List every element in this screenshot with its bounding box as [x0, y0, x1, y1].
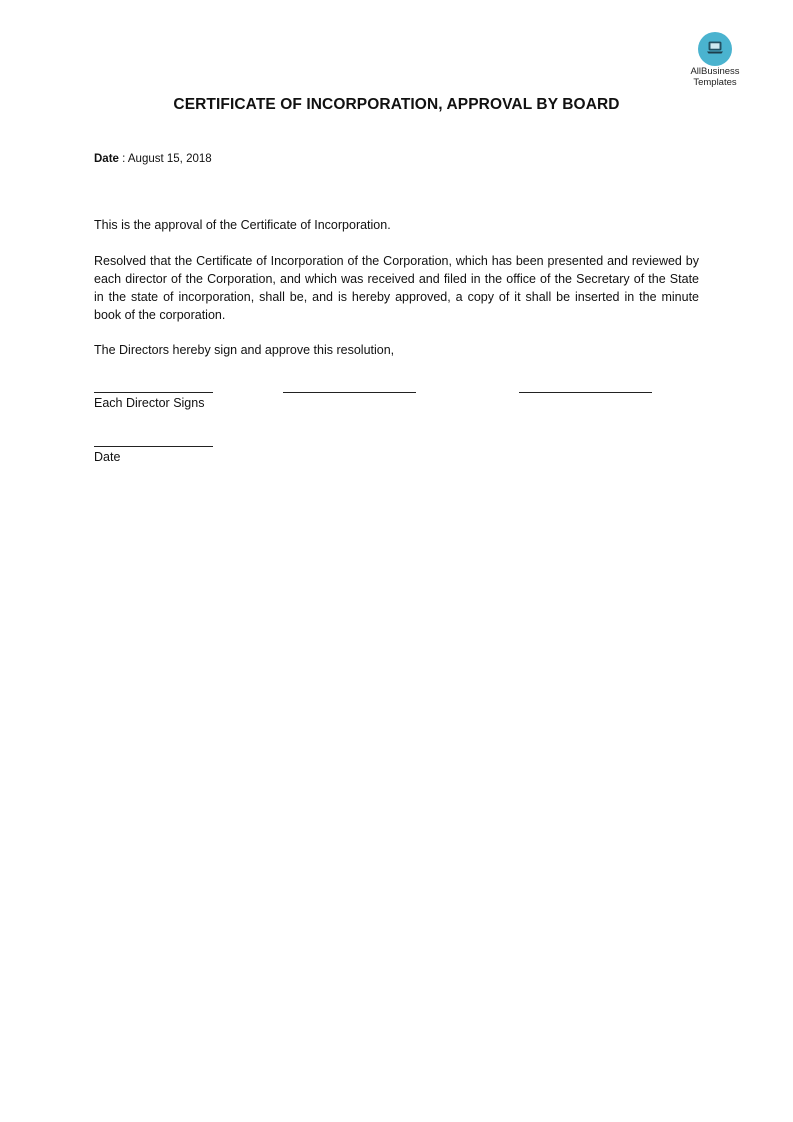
date-signature-label: Date	[94, 450, 121, 464]
intro-paragraph: This is the approval of the Certificate of Incorporation.	[94, 218, 391, 232]
date-value: August 15, 2018	[127, 153, 212, 165]
document-title: CERTIFICATE OF INCORPORATION, APPROVAL BY BOARD	[173, 96, 620, 113]
date-line	[94, 153, 212, 165]
closing-paragraph: The Directors hereby sign and approve this resolution,	[94, 343, 395, 357]
company-logo	[686, 32, 744, 88]
director-signature-line-1	[94, 392, 213, 393]
signature-label: Each Director Signs	[94, 396, 205, 410]
date-separator: :	[118, 153, 128, 165]
date-signature-line	[94, 446, 213, 447]
director-signature-line-2	[283, 392, 416, 393]
director-signature-line-3	[519, 392, 652, 393]
logo-text-line1: AllBusiness	[690, 66, 740, 77]
resolution-paragraph: Resolved that the Certificate of Incorporation of the Corporation, which has been presented and reviewed by each director of the Corporation, and which was received and filed in the office of the Secretary of the State in the state of incorporation, shall be, and is hereby approved, a copy of it shall be inserted in the minute book of the corporation.	[94, 254, 699, 322]
date-label: Date	[94, 153, 119, 165]
laptop-icon	[698, 32, 732, 66]
logo-text-line2: Templates	[693, 77, 737, 88]
